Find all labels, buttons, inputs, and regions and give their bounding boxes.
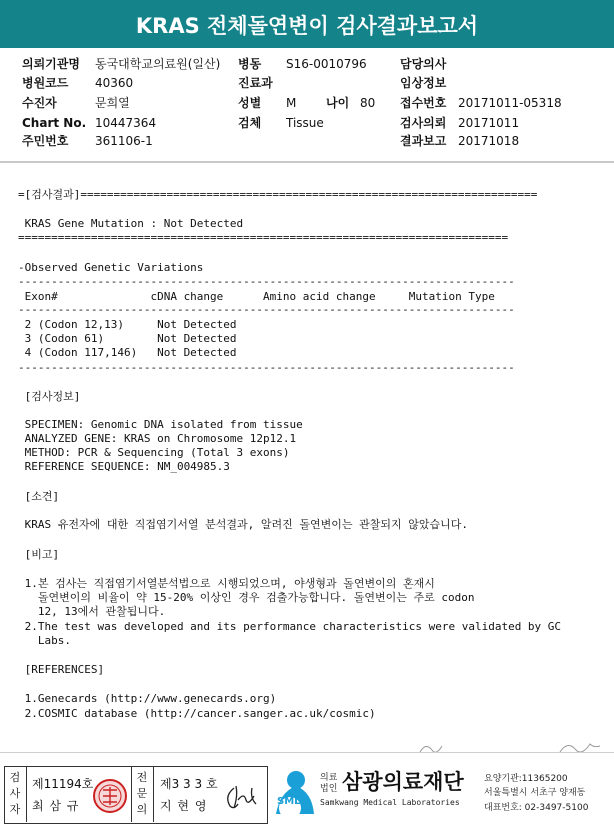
- separator-top: ---------------------------------------------------------------------------: [18, 275, 515, 288]
- code-label: 병원코드: [22, 76, 69, 90]
- accession-value: 20171011-05318: [458, 96, 562, 110]
- table-row: 4 (Codon 117,146) Not Detected: [18, 346, 237, 359]
- info-line: SPECIMEN: Genomic DNA isolated from tissue: [18, 418, 303, 431]
- institution-number: 요양기관:11365200: [484, 774, 568, 784]
- examiner-name: 최 삼 규: [32, 799, 80, 813]
- report-title-bar: [0, 0, 614, 48]
- approver-name: 지 현 영: [160, 799, 208, 813]
- hospital-value: 동국대학교의료원(일산): [95, 57, 221, 71]
- age-value: 80: [360, 96, 376, 110]
- approver-signature-icon: [222, 782, 262, 812]
- report-value: 20171018: [458, 134, 520, 148]
- result-header: =[검사결과]=====================================================================: [18, 188, 538, 201]
- org-address: 서울특별시 서초구 양재동: [484, 788, 586, 798]
- table-row: 3 (Codon 61) Not Detected: [18, 332, 237, 345]
- reference-line: 1.Genecards (http://www.genecards.org): [18, 692, 277, 705]
- footer-divider: [0, 752, 614, 753]
- age-label: 나이: [326, 96, 350, 110]
- separator-double: ==========================================================================: [18, 231, 509, 244]
- note-line: 2.The test was developed and its performance characteristics were validated by GC: [18, 620, 562, 633]
- dept-label: 진료과: [238, 76, 273, 90]
- doctor-label: 담당의사: [400, 57, 447, 71]
- specimen-label: 검체: [238, 116, 262, 130]
- report-label: 결과보고: [400, 134, 447, 148]
- org-phone: 대표번호: 02-3497-5100: [484, 803, 589, 813]
- sml-badge: SML: [277, 796, 301, 807]
- note-line: 1.본 검사는 직접염기서열분석법으로 시행되었으며, 야생형과 돌연변이의 혼재시: [18, 577, 435, 590]
- info-title: [검사정보]: [18, 390, 81, 403]
- observed-title: -Observed Genetic Variations: [18, 261, 204, 274]
- info-line: REFERENCE SEQUENCE: NM_004985.3: [18, 460, 230, 473]
- header-divider: [0, 161, 614, 163]
- org-prefix-bottom: 법인: [320, 784, 338, 794]
- receiver-label: 수진자: [22, 96, 57, 110]
- examiner-number: 제11194호: [32, 777, 94, 791]
- ward-value: S16-0010796: [286, 57, 367, 71]
- opinion-title: [소견]: [18, 490, 60, 503]
- org-prefix-top: 의료: [320, 773, 338, 783]
- approver-number: 제3 3 3 호: [160, 777, 218, 791]
- accession-label: 접수번호: [400, 96, 447, 110]
- table-header: Exon# cDNA change Amino acid change Mutation Type: [18, 290, 495, 303]
- rrn-label: 주민번호: [22, 134, 69, 148]
- approver-label: 전문의: [136, 771, 148, 816]
- rrn-value: 361106-1: [95, 134, 153, 148]
- note-line: 돌연변이의 비율이 약 15-20% 이상인 경우 검출가능합니다. 돌연변이는 주로 codon: [18, 591, 475, 604]
- hospital-label: 의뢰기관명: [22, 57, 80, 71]
- signature-scribble-mark: [410, 738, 610, 756]
- note-line: Labs.: [18, 634, 71, 647]
- report-title: KRAS 전체돌연변이 검사결과보고서: [135, 14, 479, 38]
- sml-logo-icon: [272, 768, 316, 820]
- chart-label: Chart No.: [22, 116, 87, 130]
- clinical-label: 임상정보: [400, 76, 447, 90]
- separator-mid: ---------------------------------------------------------------------------: [18, 303, 515, 316]
- specimen-value: Tissue: [286, 116, 324, 130]
- chart-value: 10447364: [95, 116, 157, 130]
- approver-label-divider: [153, 767, 154, 822]
- reference-line: 2.COSMIC database (http://cancer.sanger.ac.uk/cosmic): [18, 707, 376, 720]
- opinion-text: KRAS 유전자에 대한 직접염기서열 분석결과, 알려진 돌연변이는 관찰되지 않았습니다.: [18, 518, 468, 531]
- examiner-seal-icon: [92, 778, 128, 814]
- approver-divider: [131, 767, 132, 822]
- request-value: 20171011: [458, 116, 520, 130]
- ward-label: 병동: [238, 57, 262, 71]
- org-english-name: Samkwang Medical Laboratories: [320, 798, 460, 807]
- code-value: 40360: [95, 76, 134, 90]
- note-title: [비고]: [18, 548, 60, 561]
- note-line: 12, 13에서 관찰됩니다.: [18, 605, 166, 618]
- examiner-label: 검사자: [9, 771, 21, 816]
- receiver-value: 문희열: [95, 96, 130, 110]
- sex-label: 성별: [238, 96, 262, 110]
- examiner-box-divider: [26, 767, 27, 822]
- result-line: KRAS Gene Mutation : Not Detected: [18, 217, 244, 230]
- references-title: [REFERENCES]: [18, 663, 105, 676]
- separator-bottom: ---------------------------------------------------------------------------: [18, 361, 515, 374]
- info-line: METHOD: PCR & Sequencing (Total 3 exons): [18, 446, 290, 459]
- sex-value: M: [286, 96, 297, 110]
- request-label: 검사의뢰: [400, 116, 447, 130]
- org-name: 삼광의료재단: [342, 770, 464, 794]
- table-row: 2 (Codon 12,13) Not Detected: [18, 318, 237, 331]
- info-line: ANALYZED GENE: KRAS on Chromosome 12p12.1: [18, 432, 297, 445]
